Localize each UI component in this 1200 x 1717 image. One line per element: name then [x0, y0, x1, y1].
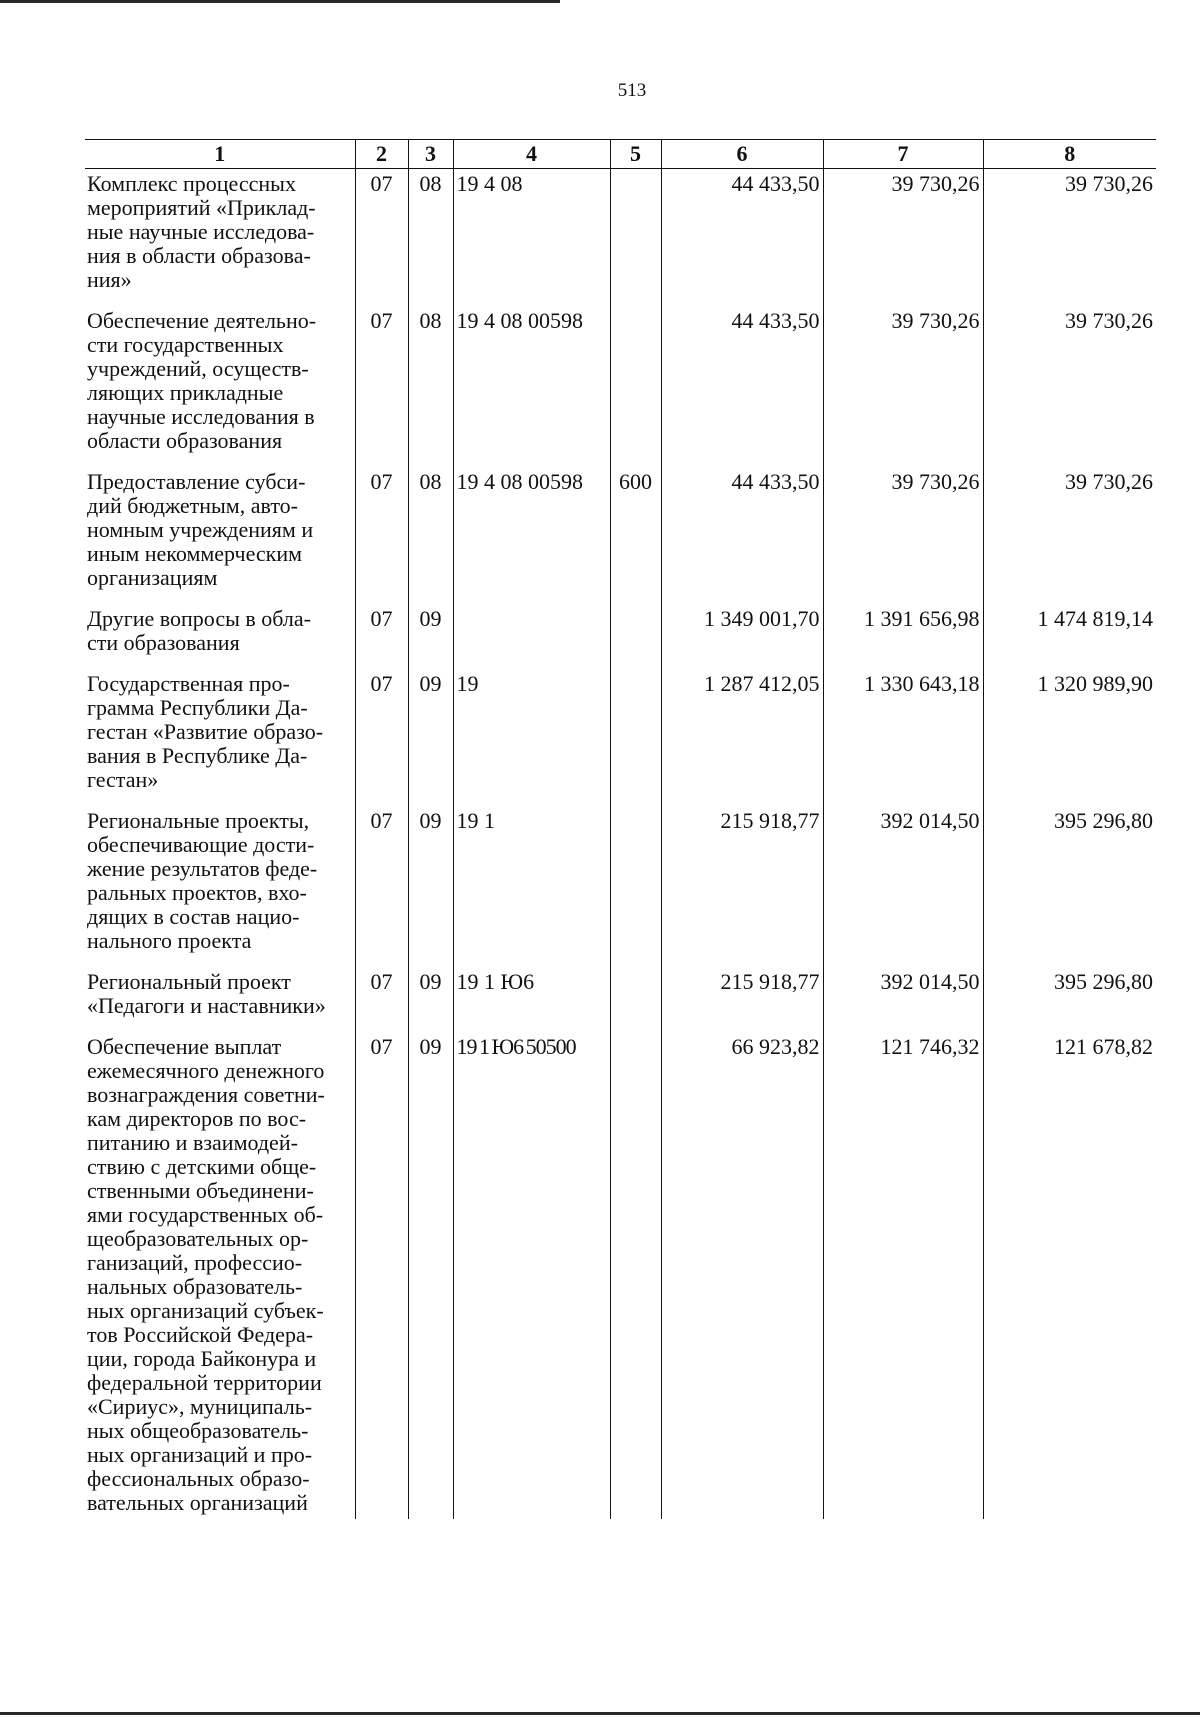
table-row — [85, 806, 1156, 967]
amount-col-8: 395 296,80 — [983, 967, 1156, 1032]
header-col-5: 5 — [610, 140, 661, 169]
expense-type-code — [610, 604, 661, 669]
target-article-code: 19 4 08 00598 — [453, 467, 610, 604]
page-number: 513 — [617, 80, 647, 101]
expense-type-code — [610, 669, 661, 806]
amount-col-6: 44 433,50 — [661, 306, 823, 467]
amount-col-7: 39 730,26 — [823, 169, 983, 307]
header-col-8: 8 — [983, 140, 1156, 169]
amount-col-8: 395 296,80 — [983, 806, 1156, 967]
expense-type-code — [610, 169, 661, 307]
section-code: 07 — [355, 806, 408, 967]
subsection-code: 09 — [408, 967, 453, 1032]
row-name: Региональный проект «Педагоги и наставники» — [85, 967, 355, 1032]
amount-col-7: 39 730,26 — [823, 467, 983, 604]
amount-col-7: 392 014,50 — [823, 967, 983, 1032]
target-article-code: 19 4 08 00598 — [453, 306, 610, 467]
row-name: Обеспечение выплат ежемесячного денежного вознаграждения советни- кам директоров по вос- питанию и взаимодей- ствию с детскими обще- ственными объединени- ями государственных об- щеобразовательных ор- ганизаций, профессио- нальных образователь- ных организаций субъек- тов Российской Федера- ции, города Байконура и федеральной территории «Сириус», муниципаль- ных общеобразователь- ных организаций и про- фессиональных образо- вательных организаций — [85, 1032, 355, 1519]
header-col-1: 1 — [85, 140, 355, 169]
amount-col-6: 66 923,82 — [661, 1032, 823, 1519]
amount-col-8: 121 678,82 — [983, 1032, 1156, 1519]
expense-type-code — [610, 806, 661, 967]
section-code: 07 — [355, 306, 408, 467]
header-row — [85, 140, 1156, 169]
expense-type-code — [610, 306, 661, 467]
subsection-code: 08 — [408, 169, 453, 307]
amount-col-6: 44 433,50 — [661, 169, 823, 307]
table-row — [85, 669, 1156, 806]
subsection-code: 09 — [408, 604, 453, 669]
table-row — [85, 169, 1156, 307]
table-row — [85, 306, 1156, 467]
row-name: Государственная про- грамма Республики Да- гестан «Развитие образо- вания в Республике Да- гестан» — [85, 669, 355, 806]
subsection-code: 09 — [408, 669, 453, 806]
row-name: Предоставление субси- дий бюджетным, авто- номным учреждениям и иным некоммерческим организациям — [85, 467, 355, 604]
amount-col-8: 39 730,26 — [983, 169, 1156, 307]
amount-col-6: 215 918,77 — [661, 806, 823, 967]
target-article-code: 19 1 Ю6 50500 — [453, 1032, 610, 1519]
subsection-code: 09 — [408, 806, 453, 967]
header-col-3: 3 — [408, 140, 453, 169]
budget-table — [85, 139, 1156, 1519]
row-name: Другие вопросы в обла- сти образования — [85, 604, 355, 669]
subsection-code: 08 — [408, 467, 453, 604]
section-code: 07 — [355, 467, 408, 604]
section-code: 07 — [355, 169, 408, 307]
amount-col-8: 1 474 819,14 — [983, 604, 1156, 669]
amount-col-6: 1 287 412,05 — [661, 669, 823, 806]
section-code: 07 — [355, 604, 408, 669]
amount-col-6: 44 433,50 — [661, 467, 823, 604]
amount-col-7: 39 730,26 — [823, 306, 983, 467]
scan-top-edge — [0, 0, 560, 3]
table-row — [85, 967, 1156, 1032]
target-article-code: 19 4 08 — [453, 169, 610, 307]
scan-bottom-edge — [0, 1712, 1200, 1715]
section-code: 07 — [355, 1032, 408, 1519]
amount-col-7: 392 014,50 — [823, 806, 983, 967]
amount-col-7: 121 746,32 — [823, 1032, 983, 1519]
section-code: 07 — [355, 669, 408, 806]
amount-col-6: 1 349 001,70 — [661, 604, 823, 669]
section-code: 07 — [355, 967, 408, 1032]
row-name: Региональные проекты, обеспечивающие дости- жение результатов феде- ральных проектов, вхо- дящих в состав нацио- нального проекта — [85, 806, 355, 967]
target-article-code: 19 — [453, 669, 610, 806]
table-row — [85, 467, 1156, 604]
expense-type-code — [610, 1032, 661, 1519]
header-col-7: 7 — [823, 140, 983, 169]
amount-col-7: 1 330 643,18 — [823, 669, 983, 806]
row-name: Комплекс процессных мероприятий «Приклад- ные научные исследова- ния в области образова- ния» — [85, 169, 355, 307]
header-col-4: 4 — [453, 140, 610, 169]
amount-col-8: 1 320 989,90 — [983, 669, 1156, 806]
table-row — [85, 1032, 1156, 1519]
header-col-6: 6 — [661, 140, 823, 169]
amount-col-7: 1 391 656,98 — [823, 604, 983, 669]
target-article-code: 19 1 — [453, 806, 610, 967]
amount-col-8: 39 730,26 — [983, 467, 1156, 604]
expense-type-code — [610, 967, 661, 1032]
subsection-code: 09 — [408, 1032, 453, 1519]
expense-type-code: 600 — [610, 467, 661, 604]
subsection-code: 08 — [408, 306, 453, 467]
target-article-code: 19 1 Ю6 — [453, 967, 610, 1032]
target-article-code — [453, 604, 610, 669]
table-row — [85, 604, 1156, 669]
amount-col-8: 39 730,26 — [983, 306, 1156, 467]
amount-col-6: 215 918,77 — [661, 967, 823, 1032]
row-name: Обеспечение деятельно- сти государственных учреждений, осуществ- ляющих прикладные научные исследования в области образования — [85, 306, 355, 467]
header-col-2: 2 — [355, 140, 408, 169]
